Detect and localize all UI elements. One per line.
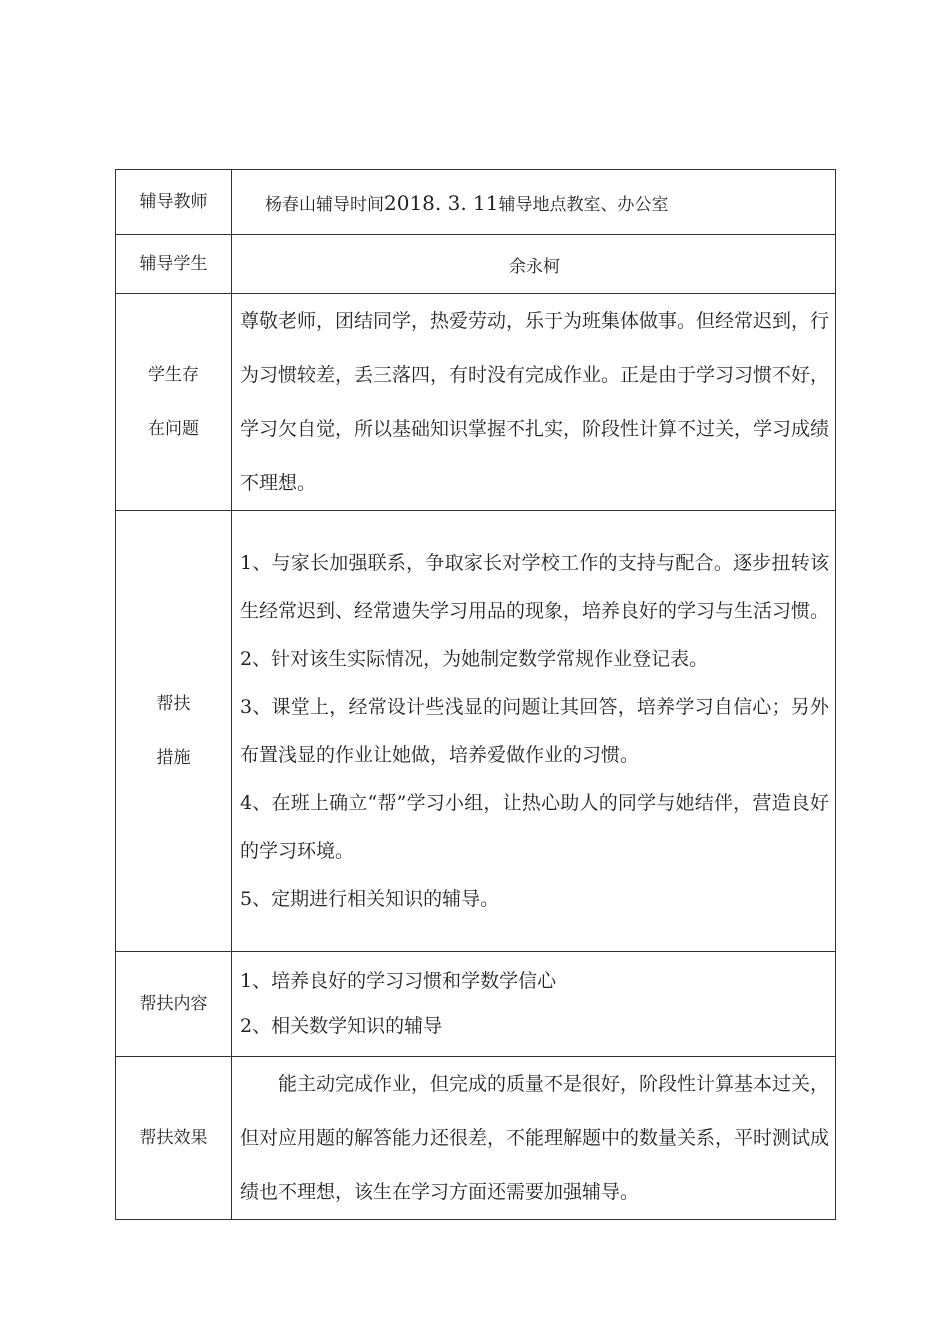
measure-item: 2、针对该生实际情况，为她制定数学常规作业登记表。 <box>240 648 709 670</box>
teacher-label: 辅导教师 <box>116 170 232 235</box>
student-name: 余永柯 <box>232 235 836 294</box>
time-label: 辅导时间 <box>316 194 384 215</box>
measure-item: 3、课堂上，经常设计些浅显的问题让其回答，培养学习自信心；另外布置浅显的作业让她做，培养爱做作业的习惯。 <box>240 696 829 766</box>
measures-label <box>116 511 232 952</box>
problem-row <box>116 294 836 511</box>
teacher-info-cell <box>232 170 836 235</box>
measures-label-line1: 帮扶 <box>156 694 191 714</box>
problem-label <box>116 294 232 511</box>
problem-label-line2: 在问题 <box>148 419 199 439</box>
measures-row <box>116 511 836 952</box>
measure-item: 1、与家长加强联系，争取家长对学校工作的支持与配合。逐步扭转该生经常迟到、经常遗失学习用品的现象，培养良好的学习与生活习惯。 <box>240 552 830 622</box>
teacher-name: 杨春山 <box>265 194 316 215</box>
teacher-info-line <box>240 190 829 215</box>
place-label: 辅导地点 <box>498 194 567 215</box>
effect-label: 帮扶效果 <box>116 1057 232 1220</box>
effect-row <box>116 1057 836 1220</box>
effect-cell <box>232 1057 836 1220</box>
problem-cell <box>232 294 836 511</box>
effect-text: 能主动完成作业，但完成的质量不是很好，阶段性计算基本过关，但对应用题的解答能力还很差，不能理解题中的数量关系，平时测试成绩也不理想，该生在学习方面还需要加强辅导。 <box>240 1073 830 1203</box>
content-item: 2、相关数学知识的辅导 <box>240 1015 443 1037</box>
content-item: 1、培养良好的学习习惯和学数学信心 <box>240 970 557 992</box>
student-label: 辅导学生 <box>116 235 232 294</box>
measures-cell <box>232 511 836 952</box>
teacher-row <box>116 170 836 235</box>
tutoring-place: 教室、办公室 <box>566 194 669 215</box>
content-label: 帮扶内容 <box>116 952 232 1057</box>
content-row <box>116 952 836 1057</box>
problem-text: 尊敬老师，团结同学，热爱劳动，乐于为班集体做事。但经常迟到，行为习惯较差，丢三落四，有时没有完成作业。正是由于学习习惯不好，学习欠自觉，所以基础知识掌握不扎实，阶段性计算不过关，学习成绩不理想。 <box>240 310 830 494</box>
measure-item: 4、在班上确立“帮”学习小组，让热心助人的同学与她结伴，营造良好的学习环境。 <box>240 792 829 862</box>
tutoring-date: 2018. 3. 11 <box>384 190 499 215</box>
measure-item: 5、定期进行相关知识的辅导。 <box>240 888 500 910</box>
measures-label-line2: 措施 <box>156 748 191 768</box>
tutoring-record-table <box>115 169 836 1220</box>
student-row <box>116 235 836 294</box>
content-cell <box>232 952 836 1057</box>
problem-label-line1: 学生存 <box>148 365 199 385</box>
